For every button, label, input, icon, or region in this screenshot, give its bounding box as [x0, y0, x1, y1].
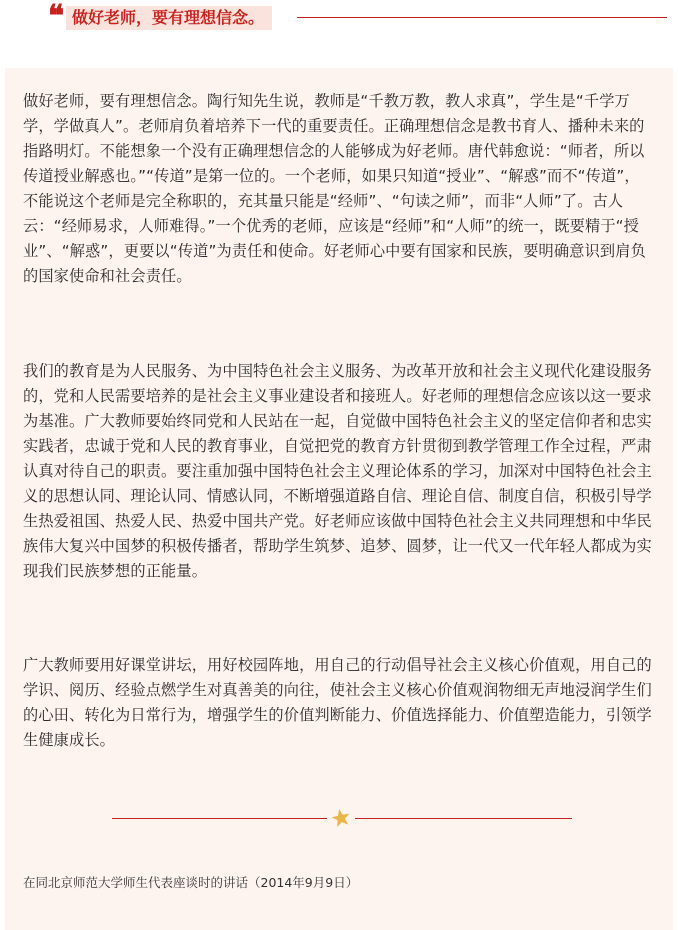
source-citation: 在同北京师范大学师生代表座谈时的讲话（2014年9月9日）: [23, 875, 359, 890]
divider-line-left: [112, 818, 327, 819]
paragraph-2: 我们的教育是为人民服务、为中国特色社会主义服务、为改革开放和社会主义现代化建设服务的，党和人民需要培养的是社会主义事业建设者和接班人。好老师的理想信念应该以这一要求为基准。广大教师要始终同党和人民站在一起，自觉做中国特色社会主义的坚定信仰者和忠实实践者，忠诚于党和人民的教育事业，自觉把党的教育方针贯彻到教学管理工作全过程，严肃认真对待自己的职责。要注重加强中国特色社会主义理论体系的学习，加深对中国特色社会主义的思想认同、理论认同、情感认同，不断增强道路自信、理论自信、制度自信，积极引导学生热爱祖国、热爱人民、热爱中国共产党。好老师应该做中国特色社会主义共同理想和中华民族伟大复兴中国梦的积极传播者，帮助学生筑梦、追梦、圆梦，让一代又一代年轻人都成为实现我们民族梦想的正能量。: [23, 362, 652, 580]
paragraph-3: 广大教师要用好课堂讲坛，用好校园阵地，用自己的行动倡导社会主义核心价值观，用自己的学识、阅历、经验点燃学生对真善美的向往，使社会主义核心价值观润物细无声地浸润学生们的心田、转化为日常行为，增强学生的价值判断能力、价值选择能力、价值塑造能力，引领学生健康成长。: [23, 656, 652, 749]
quote-mark-icon: ❝: [48, 0, 65, 34]
divider-line-right: [355, 818, 572, 819]
star-icon: [331, 808, 351, 828]
title-rule: [297, 17, 667, 18]
article-panel: [5, 68, 673, 930]
section-title: 做好老师，要有理想信念。: [66, 6, 272, 30]
article-header: [0, 0, 678, 40]
paragraph-1: 做好老师，要有理想信念。陶行知先生说，教师是“千教万教，教人求真”，学生是“千学万学，学做真人”。老师肩负着培养下一代的重要责任。正确理想信念是教书育人、播种未来的指路明灯。不能想象一个没有正确理想信念的人能够成为好老师。唐代韩愈说：“师者，所以传道授业解惑也。”“传道”是第一位的。一个老师，如果只知道“授业”、“解惑”而不“传道”，不能说这个老师是完全称职的，充其量只能是“经师”、“句读之师”，而非“人师”了。古人云：“经师易求，人师难得。”一个优秀的老师，应该是“经师”和“人师”的统一，既要精于“授业”、“解惑”，更要以“传道”为责任和使命。好老师心中要有国家和民族，要明确意识到肩负的国家使命和社会责任。: [23, 92, 646, 285]
